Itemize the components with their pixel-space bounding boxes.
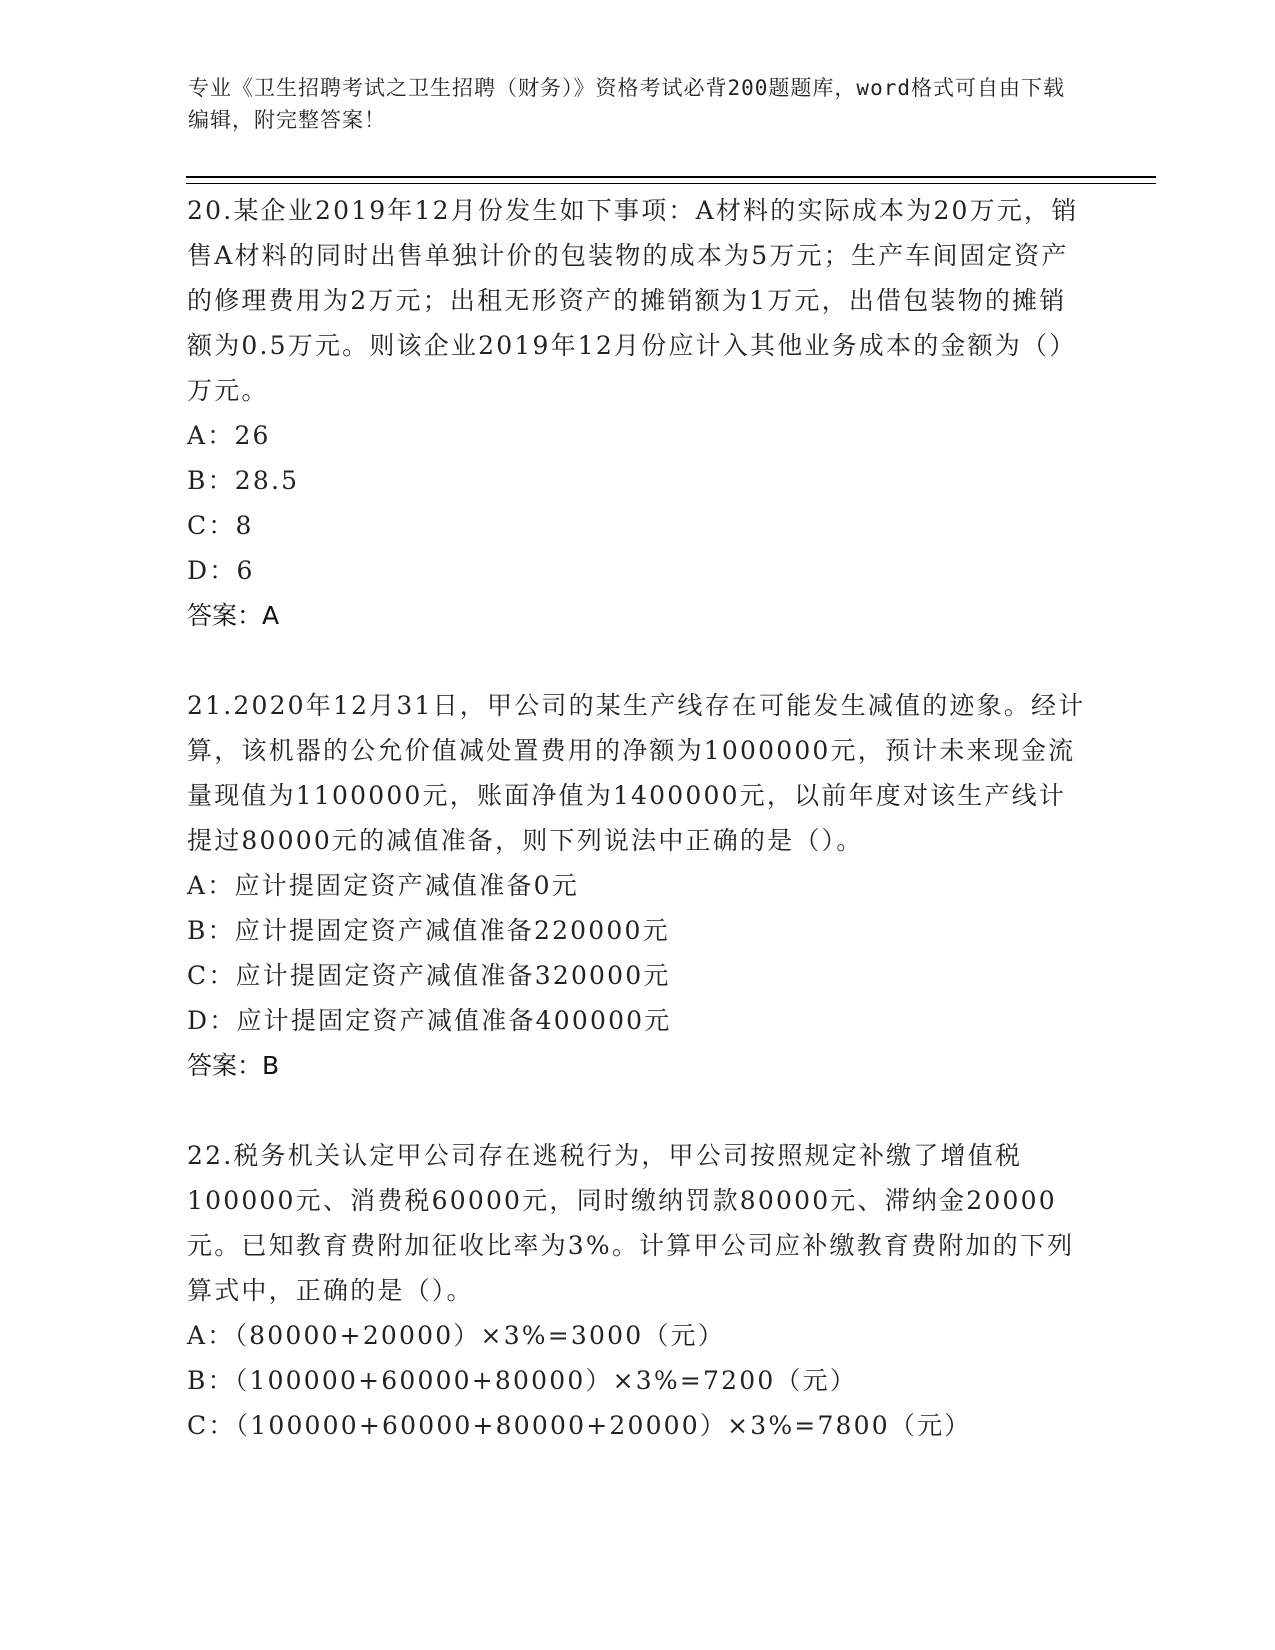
question-list <box>187 188 1087 1448</box>
question-21 <box>187 683 1087 1088</box>
answer-line: 答案：A <box>187 601 280 630</box>
option-c: C：（100000+60000+80000+20000）×3%=7800（元） <box>187 1411 972 1440</box>
question-text: 21.2020年12月31日，甲公司的某生产线存在可能发生减值的迹象。经计算，该机器的公允价值减处置费用的净额为1000000元，预计未来现金流量现值为1100000元，账面净值为1400000元，以前年度对该生产线计提过80000元的减值准备，则下列说法中正确的是（）。 <box>187 691 1086 855</box>
option-a: A：（80000+20000）×3%=3000（元） <box>187 1321 725 1350</box>
question-22 <box>187 1133 1087 1448</box>
option-a: A：26 <box>187 421 271 450</box>
question-text: 22.税务机关认定甲公司存在逃税行为，甲公司按照规定补缴了增值税100000元、消费税60000元，同时缴纳罚款80000元、滞纳金20000元。已知教育费附加征收比率为3%。计算甲公司应补缴教育费附加的下列算式中，正确的是（）。 <box>187 1141 1075 1305</box>
answer-line: 答案：B <box>187 1051 280 1080</box>
option-a: A：应计提固定资产减值准备0元 <box>187 871 579 900</box>
question-gap <box>187 1088 1087 1133</box>
question-20 <box>187 188 1087 638</box>
question-text: 20.某企业2019年12月份发生如下事项：A材料的实际成本为20万元，销售A材料的同时出售单独计价的包装物的成本为5万元；生产车间固定资产的修理费用为2万元；出租无形资产的摊销额为1万元，出借包装物的摊销额为0.5万元。则该企业2019年12月份应计入其他业务成本的金额为（）万元。 <box>187 196 1079 405</box>
question-gap <box>187 638 1087 683</box>
option-c: C：应计提固定资产减值准备320000元 <box>187 961 671 990</box>
option-d: D：6 <box>187 556 255 585</box>
document-header: 专业《卫生招聘考试之卫生招聘（财务）》资格考试必背200题题库，word格式可自由下载编辑，附完整答案！ <box>188 76 1065 132</box>
option-b: B：应计提固定资产减值准备220000元 <box>187 916 670 945</box>
option-b: B：（100000+60000+80000）×3%=7200（元） <box>187 1366 858 1395</box>
option-c: C：8 <box>187 511 254 540</box>
option-b: B：28.5 <box>187 466 300 495</box>
option-d: D：应计提固定资产减值准备400000元 <box>187 1006 672 1035</box>
header-divider-thick <box>186 176 1156 178</box>
header-divider-thin <box>186 183 1156 184</box>
